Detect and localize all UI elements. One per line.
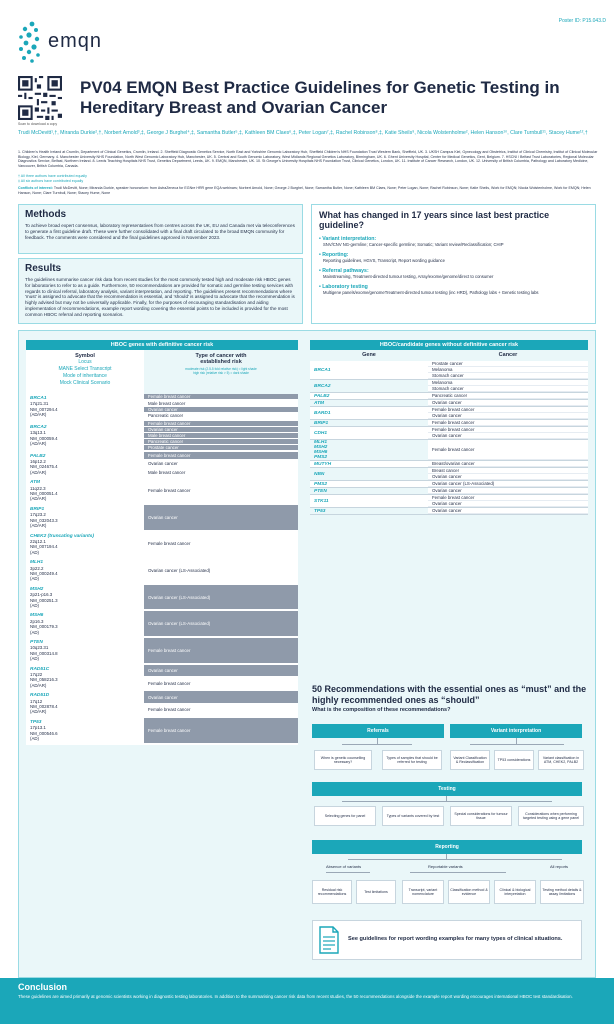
cancer-header: Cancer: [498, 352, 518, 358]
candidate-gene-row: [310, 420, 588, 427]
candidate-gene-row: [310, 468, 588, 481]
candidate-cancer-cell: Ovarian cancer (LS-Associated): [428, 481, 588, 487]
candidate-cancer-cell: Breast/ovarian cancer: [428, 461, 588, 467]
change-item-title: • Reporting:: [319, 252, 349, 258]
poster-title: PV04 EMQN Best Practice Guidelines for Genetic Testing in Hereditary Breast and Ovarian Cancer: [80, 78, 560, 117]
gene-name: MLH1: [30, 560, 44, 566]
cancer-type-cell: Female breast cancer: [144, 638, 298, 664]
candidate-cancer-cells: [428, 427, 588, 439]
cancer-type-cell: Female breast cancer: [144, 718, 298, 744]
candidate-cancer-cells: [428, 440, 588, 460]
cancer-type-cell: Prostate cancer: [144, 445, 298, 451]
candidate-cancer-cells: [428, 380, 588, 392]
candidate-cancer-cells: [428, 361, 588, 379]
connector: [342, 744, 412, 745]
gene-info: 13q13.1 NM_000059.4 (AD/AR): [30, 430, 58, 447]
gene-row: [26, 532, 298, 559]
gene-symbol-cell: [26, 638, 144, 664]
gene-name: PALB2: [30, 453, 46, 459]
change-item: [319, 252, 588, 263]
candidate-gene-row: [310, 380, 588, 393]
candidate-cancer-cells: [428, 461, 588, 467]
cancer-cells: [144, 478, 298, 504]
symbol-head-0: Symbol: [75, 353, 95, 359]
gene-info: 22q12.1 NM_007194.4 (AD): [30, 538, 58, 555]
candidate-gene-row: [310, 495, 588, 508]
candidate-gene-name: CDH1: [310, 427, 428, 439]
candidate-cancer-cell: Stomach cancer: [428, 386, 588, 392]
guideline-note: See guidelines for report wording examples for many types of clinical situations.: [348, 936, 563, 942]
candidate-gene-name: BRIP1: [310, 420, 428, 426]
candidate-genes-title: HBOC/candidate genes without definitive cancer risk: [310, 340, 588, 350]
candidate-gene-name: PMS2: [310, 481, 428, 487]
variant-item-classification: Variant Classification & Reclassification: [450, 750, 490, 770]
gene-name: BRIP1: [30, 506, 45, 512]
gene-name: MSH6: [30, 613, 44, 619]
candidate-cancer-cell: Female breast cancer: [428, 440, 588, 460]
cancer-type-cell: Female breast cancer: [144, 421, 298, 427]
recommendations-question: What is the composition of these recommendations?: [312, 707, 451, 713]
document-icon: [318, 926, 340, 954]
candidate-gene-name: BRCA1: [310, 361, 428, 379]
candidate-cancer-cells: [428, 468, 588, 480]
methods-heading: Methods: [25, 209, 67, 220]
candidate-cancer-cell: Ovarian cancer: [428, 508, 588, 514]
cancer-cells: [144, 718, 298, 744]
gene-row: [26, 718, 298, 745]
candidate-cancer-cell: Ovarian cancer: [428, 501, 588, 507]
cancer-cells: [144, 532, 298, 558]
candidate-cancer-cell: Ovarian cancer: [428, 400, 588, 406]
gene-info: 3p22.2 NM_000249.4 (AD): [30, 565, 58, 582]
change-item-title: • Variant interpretation:: [319, 236, 377, 242]
candidate-cancer-cells: [428, 393, 588, 399]
gene-info: 16p12.2 NM_024675.4 (AD/AR): [30, 459, 58, 475]
variant-item-atm-chek2-palb2: Variant classification in ATM, CHEK2, PALB2: [538, 750, 584, 770]
emqn-logo-icon: [16, 20, 46, 64]
candidate-gene-name: PTEN: [310, 488, 428, 494]
gene-info: 17q22 NM_058216.3 (AD/AR): [30, 672, 58, 688]
change-item: [319, 268, 588, 279]
change-item-detail: SNV/CNV NG-germline; Cancer-specific germline; Somatic; Variant review/Reclassification; CHIP: [323, 242, 504, 247]
type-head: Type of cancer with established risk: [195, 353, 247, 365]
candidate-gene-name: NBN: [310, 468, 428, 480]
cancer-type-cell: Female breast cancer: [144, 394, 298, 400]
gene-name: BRCA1: [30, 396, 47, 401]
gene-info: 17q23.2 NM_032043.3 (AD/AR): [30, 512, 58, 529]
coi-text: Trudi McDevitt, None; Miranda Durkie, speaker honorarium: from AstraZeneca for EGNre HRR gene EQA webinars; Norbert Arnold, None; George J Burghel, None; Samantha Butler, None; Kathleen BM Claes, None; Peter Logan, None; Rachel Robinson, None; Katie Sheils, Work for EMQN; Nicola Wolstenholme, Work for EMQN; Helen Hanson, None; Clare Turnbull, None; Stacey Hume, None: [18, 186, 591, 195]
gene-symbol-cell: [26, 718, 144, 744]
coi-label: Conflicts of interest:: [18, 186, 53, 190]
methods-panel: [18, 204, 303, 254]
conflicts-of-interest: [18, 186, 598, 195]
cancer-cells: [144, 394, 298, 420]
gene-row: [26, 691, 298, 718]
cancer-type-cell: Ovarian cancer: [144, 460, 298, 469]
candidate-cancer-cell: Female breast cancer: [428, 427, 588, 433]
gene-symbol-cell: [26, 611, 144, 637]
reporting-item-residual-risk: Residual risk recommendations: [312, 880, 352, 904]
gene-name: CHEK2 (truncating variants): [30, 533, 94, 539]
candidate-gene-name: TP53: [310, 508, 428, 514]
cancer-type-cell: Pancreatic cancer: [144, 439, 298, 445]
candidate-gene-name: STK11: [310, 495, 428, 507]
reporting-item-interpretation: Clinical & biological interpretation: [494, 880, 536, 904]
gene-info: 2p16.3 NM_000179.3 (AD): [30, 618, 58, 635]
logo-text: emqn: [48, 30, 103, 52]
cancer-type-cell: Female breast cancer: [144, 704, 298, 717]
candidate-genes-table: [310, 340, 588, 515]
candidate-cancer-cell: Stomach cancer: [428, 373, 588, 379]
candidate-cancer-cell: Female breast cancer: [428, 407, 588, 413]
candidate-gene-row: [310, 461, 588, 468]
reporting-header: Reporting: [312, 840, 582, 854]
conclusion-text: These guidelines are aimed primarily at genomic scientists working in diagnostic testing laboratories. In addition to the summarising cancer risk data from recent studies, the 50 recommendations alongside the example report wording encourages international HBOC test standardisation.: [18, 994, 573, 999]
candidate-gene-name: MLH1 MSH2 MSH6 PMS2: [310, 440, 428, 460]
candidate-gene-name: BARD1: [310, 407, 428, 419]
cancer-type-cell: Ovarian cancer (LS-Associated): [144, 585, 298, 611]
gene-name: RAD51D: [30, 693, 50, 699]
cancer-cells: [144, 505, 298, 531]
results-panel: [18, 258, 303, 324]
gene-info: 17q12 NM_002878.4 (AD/AR): [30, 698, 58, 715]
candidate-cancer-cell: Prostate cancer: [428, 361, 588, 367]
changes-list: [319, 236, 588, 295]
cancer-type-cell: Ovarian cancer: [144, 665, 298, 678]
cancer-cells: [144, 638, 298, 664]
gene-name: PTEN: [30, 640, 43, 645]
candidate-gene-name: MUTYH: [310, 461, 428, 467]
gene-row: [26, 421, 298, 452]
gene-row: [26, 585, 298, 612]
change-item-detail: Multigene panels/exome/genomeTreatment-directed tumour testing (inc HRD), Pathology labs + Genetic testing labs: [323, 290, 539, 295]
gene-symbol-cell: [26, 532, 144, 558]
author-list: Trudi McDevitt¹,†, Miranda Durkie²,†, Norbert Arnold³,‡, George J Burghel⁴,‡, Samantha Butler⁵,‡, Kathleen BM Claes⁶,‡, Peter Logan⁷,‡, Rachel Robinson⁸,‡, Katie Sheils⁹, Nicola Wolstenholme², Helen Hanson¹⁰, Clare Turnbull¹¹, Stacey Hume¹²,†: [18, 130, 588, 136]
change-item-detail: Reporting guidelines, HGVS, Transcript, Report wording guidance: [323, 258, 445, 263]
gene-info: 11q22.3 NM_000051.4 (AD/AR): [30, 485, 58, 502]
candidate-cancer-cell: Melanoma: [428, 367, 588, 373]
cancer-type-cell: Female breast cancer: [144, 677, 298, 690]
poster-id: Poster ID: P15.043.D: [558, 18, 606, 24]
cancer-cells: [144, 585, 298, 611]
cancer-type-cell: Ovarian cancer: [144, 691, 298, 704]
gene-info: 10q23.31 NM_000314.8 (AD): [30, 645, 58, 662]
cancer-cells: [144, 691, 298, 717]
results-heading: Results: [25, 263, 62, 274]
methods-text: To achieve broad expert consensus, laboratory representatives from centres across the UK, EU and Canada met via teleconferences to generate a first guideline draft. These were further consolidated with a final draft circulated to the broad EMQN community for feedback. The comments were considered and the final guidelines approved in November 2023.: [25, 223, 295, 240]
gene-row: [26, 611, 298, 638]
candidate-cancer-cell: Ovarian cancer: [428, 413, 588, 419]
testing-item-gene-selection: Selecting genes for panel: [314, 806, 376, 826]
candidate-cancer-cell: Ovarian cancer: [428, 474, 588, 480]
reporting-group-all: All reports: [550, 864, 569, 869]
reporting-group-absence: Absence of variants: [326, 864, 362, 869]
candidate-genes-rows: [310, 361, 588, 515]
symbol-header: [26, 350, 144, 394]
referral-item-samples: Types of samples that should be referred for testing: [382, 750, 442, 770]
candidate-cancer-cells: [428, 400, 588, 406]
cancer-type-cell: Male breast cancer: [144, 469, 298, 478]
candidate-cancer-cell: Melanoma: [428, 380, 588, 386]
gene-symbol-cell: [26, 665, 144, 691]
candidate-cancer-cells: [428, 488, 588, 494]
candidate-gene-name: PALB2: [310, 393, 428, 399]
candidate-gene-row: [310, 393, 588, 400]
candidate-gene-row: [310, 407, 588, 420]
symbol-head-2: MANE Select Transcript: [58, 366, 112, 372]
cancer-type-cell: Pancreatic cancer: [144, 413, 298, 419]
testing-item-targeted-testing: Considerations when performing targeted testing using a gene panel: [518, 806, 584, 826]
candidate-gene-row: [310, 427, 588, 440]
cancer-cells: [144, 558, 298, 584]
definitive-risk-title: HBOC genes with definitive cancer risk: [26, 340, 298, 350]
gene-row: [26, 638, 298, 665]
gene-row: [26, 478, 298, 505]
testing-item-variant-types: Types of variants covered by test: [382, 806, 444, 826]
gene-symbol-cell: [26, 394, 144, 420]
reporting-item-limitations: Test limitations: [356, 880, 396, 904]
gene-row: [26, 665, 298, 692]
candidate-cancer-cell: Ovarian cancer: [428, 488, 588, 494]
candidate-gene-row: [310, 440, 588, 461]
cancer-type-cell: Ovarian cancer: [144, 427, 298, 433]
candidate-gene-row: [310, 361, 588, 380]
variant-item-tp53: TP53 considerations: [494, 750, 534, 770]
candidate-cancer-cell: Pancreatic cancer: [428, 393, 588, 399]
change-item-title: • Laboratory testing: [319, 284, 368, 290]
cancer-type-header: [144, 350, 298, 394]
gene-symbol-cell: [26, 478, 144, 504]
symbol-head-1: Locus: [78, 359, 92, 365]
gene-info: 2p21-p16.3 NM_000251.3 (AD): [30, 592, 58, 608]
cancer-type-cell: Ovarian cancer: [144, 505, 298, 531]
cancer-type-cell: Male breast cancer: [144, 433, 298, 439]
candidate-gene-row: [310, 481, 588, 488]
cancer-type-cell: Female breast cancer: [144, 452, 298, 461]
connector: [348, 859, 562, 860]
candidate-gene-row: [310, 400, 588, 407]
contribution-notes: † All three authors have contributed equally ‡ All six authors have contributed equally: [18, 174, 87, 183]
cancer-cells: [144, 611, 298, 637]
connector: [410, 872, 506, 873]
cancer-type-cell: Ovarian cancer: [144, 407, 298, 413]
symbol-head-4: Mock Clinical Scenario: [59, 380, 111, 386]
referral-item-counselling: When is genetic counselling necessary?: [314, 750, 372, 770]
candidate-cancer-cell: Female breast cancer: [428, 495, 588, 501]
gene-row: [26, 452, 298, 479]
gene-symbol-cell: [26, 558, 144, 584]
candidate-gene-row: [310, 488, 588, 495]
symbol-head-3: Mode of inheritance: [63, 373, 107, 379]
gene-name: BRCA2: [30, 424, 47, 430]
change-item: [319, 236, 588, 247]
variant-interpretation-header: Variant interpretation: [450, 724, 582, 738]
gene-row: [26, 394, 298, 421]
reporting-group-reportable: Reportable variants: [428, 864, 463, 869]
recommendations-heading: 50 Recommendations with the essential ones as “must” and the highly recommended ones as “should”: [312, 684, 587, 705]
connector: [326, 872, 370, 873]
type-sub: moderate risk (2.5-5 fold relative risk) = light shade high risk (relative risk > 5) = dark shade: [185, 367, 257, 375]
conclusion-panel: [0, 978, 614, 1024]
gene-name: ATM: [30, 480, 41, 486]
candidate-cancer-cell: Ovarian cancer: [428, 433, 588, 439]
results-text: The guidelines summarise cancer risk data from recent studies for the most commonly tested high and moderate risk HBOC genes for laboratories to refer to as a guide. Furthermore, 50 recommendations are provided for somatic and germline testing services with regards to clinical referral, laboratory analysis, variant interpretation, and reporting. The guidelines present recommendations where 'must' is assigned to advocate that the recommendation is essential, and 'should' is assigned to advocate that the recommendation is highly advised but may not be universally applicable. Finally, for the purposes of encouraging standardisation and aiding implementation of recommendations, example report wording covering the essential points to be included is provided for the most common HBOC referral and reporting scenarios.: [25, 277, 295, 317]
gene-symbol-cell: [26, 452, 144, 478]
candidate-cancer-cells: [428, 508, 588, 514]
gene-symbol-cell: [26, 421, 144, 451]
changes-panel: [311, 204, 596, 324]
gene-symbol-cell: [26, 585, 144, 611]
scan-caption: Scan to download a copy: [18, 122, 58, 126]
gene-header: Gene: [362, 352, 376, 358]
conclusion-heading: Conclusion: [18, 982, 67, 992]
gene-symbol-cell: [26, 691, 144, 717]
cancer-type-cell: Ovarian cancer (LS-Associated): [144, 558, 298, 584]
candidate-gene-row: [310, 508, 588, 515]
changes-heading: What has changed in 17 years since last best practice guideline?: [319, 210, 550, 230]
candidate-cancer-cells: [428, 495, 588, 507]
cancer-cells: [144, 452, 298, 478]
testing-item-tumour-tissue: Special considerations for tumour tissue: [450, 806, 512, 826]
cancer-type-cell: Male breast cancer: [144, 400, 298, 406]
gene-symbol-cell: [26, 505, 144, 531]
gene-row: [26, 558, 298, 585]
gene-row: [26, 505, 298, 532]
reporting-item-classification: Classification method & evidence: [448, 880, 490, 904]
change-item-title: • Referral pathways:: [319, 268, 369, 274]
gene-info: 17q21.31 NM_007294.4 (AD/AR): [30, 401, 58, 418]
cancer-cells: [144, 421, 298, 451]
gene-name: MSH2: [30, 586, 44, 592]
testing-header: Testing: [312, 782, 582, 796]
candidate-cancer-cell: Female breast cancer: [428, 420, 588, 426]
candidate-cancer-cells: [428, 420, 588, 426]
connector: [470, 744, 564, 745]
affiliations: 1. Children's Health Ireland at Crumlin, Department of Clinical Genetics, Crumlin, Ireland. 2. Sheffield Diagnostic Genetics Service, North East and Yorkshire Genomic Laboratory Hub, Sheffield Children's NHS Foundation Trust Western Bank, Sheffield, UK. 3. UKSH Campus Kiel, Gynecology and Obstetrics, Institut of Clinical Chemistry, Institut of Clinical Molecular Biology, Kiel, Germany. 4. Manchester University NHS Foundation, North West Genomic Laboratory Hub, Manchester, UK. 5. Central and South Genomic Laboratory, West Midlands Regional Genetics Laboratory, Birmingham, UK. 6. Ghent University Hospital, Center for Medical Genetics, Gent, Belgium. 7. HSCNI / Belfast Trust Laboratories, Regional Molecular Diagnostics Service, Belfast, Northern Ireland. 8. Leeds Teaching Hospitals NHS Trust, Genetics Department, Leeds, UK. 9. EMQN, Manchester, UK. 10. St George's University Hospitals NHS Foundation Trust, Clinical Genetics, London, UK. 11. Institute of Cancer Research, London, UK. 12. University of British Columbia, Pathology and Laboratory Medicine, Vancouver, British Columbia, Canada.: [18, 150, 598, 168]
reporting-item-method-details: Testing method details & assay limitations: [540, 880, 584, 904]
cancer-type-cell: Ovarian cancer (LS-Associated): [144, 611, 298, 637]
candidate-gene-name: ATM: [310, 400, 428, 406]
qr-code-icon[interactable]: [18, 76, 62, 120]
gene-info: 17p13.1 NM_000546.6 (AD): [30, 725, 58, 742]
candidate-cancer-cells: [428, 407, 588, 419]
gene-name: RAD51C: [30, 666, 50, 672]
candidate-cancer-cell: Breast cancer: [428, 468, 588, 474]
candidate-gene-name: BRCA2: [310, 380, 428, 392]
cancer-cells: [144, 665, 298, 691]
cancer-type-cell: Female breast cancer: [144, 532, 298, 558]
change-item-detail: Mainstreaming, Treatment-directed tumour testing, Array/exome/genome/direct to consumer: [323, 274, 494, 279]
referrals-header: Referrals: [312, 724, 444, 738]
change-item: [319, 284, 588, 295]
connector: [342, 801, 552, 802]
definitive-risk-table: [26, 340, 298, 745]
candidate-cancer-cells: [428, 481, 588, 487]
reporting-item-nomenclature: Transcript, variant nomenclature: [402, 880, 444, 904]
cancer-type-cell: Female breast cancer: [144, 478, 298, 504]
gene-name: TP53: [30, 719, 42, 725]
definitive-risk-rows: [26, 394, 298, 745]
